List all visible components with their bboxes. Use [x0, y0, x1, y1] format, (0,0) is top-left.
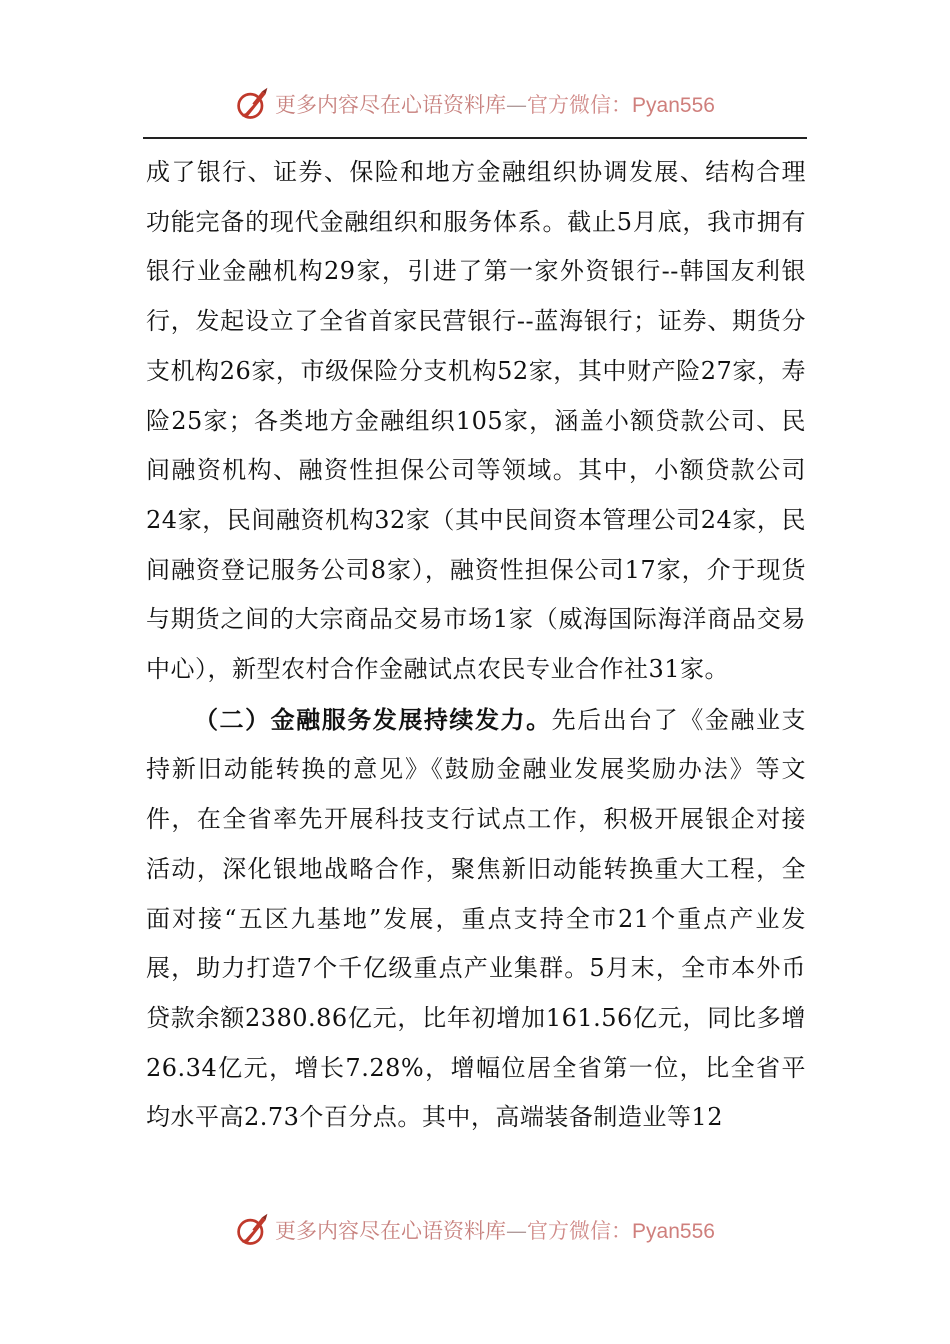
header-site-name: 更多内容尽在心语资料库 [275, 93, 507, 117]
footer-banner [0, 1210, 950, 1250]
quill-logo-icon [235, 1212, 271, 1248]
paragraph-1: 成了银行、证券、保险和地方金融组织协调发展、结构合理功能完备的现代金融组织和服务体系。截止5月底，我市拥有银行业金融机构29家，引进了第一家外资银行--韩国友利银行，发起设立了全省首家民营银行--蓝海银行；证券、期货分支机构26家，市级保险分支机构52家，其中财产险27家，寿险25家；各类地方金融组织105家，涵盖小额贷款公司、民间融资机构、融资性担保公司等领域。其中，小额贷款公司24家，民间融资机构32家（其中民间资本管理公司24家，民间融资登记服务公司8家），融资性担保公司17家，介于现货与期货之间的大宗商品交易市场1家（威海国际海洋商品交易中心），新型农村合作金融试点农民专业合作社31家。 [146, 158, 806, 684]
header-text [275, 89, 715, 119]
footer-dash: — [506, 1219, 528, 1243]
header-wechat-label: 官方微信： [527, 93, 633, 117]
header-banner [0, 84, 950, 124]
footer-text [275, 1215, 715, 1245]
footer-wechat-label: 官方微信： [527, 1219, 633, 1243]
paragraph-2 [146, 695, 806, 1143]
footer-site-name: 更多内容尽在心语资料库 [275, 1219, 507, 1243]
header-dash: — [506, 93, 528, 117]
document-body [146, 148, 806, 1143]
paragraph-2-heading: （二）金融服务发展持续发力。 [194, 704, 552, 734]
header-rule [143, 137, 807, 139]
quill-logo-icon [235, 86, 271, 122]
paragraph-2-text: 先后出台了《金融业支持新旧动能转换的意见》《鼓励金融业发展奖励办法》等文件，在全省率先开展科技支行试点工作，积极开展银企对接活动，深化银地战略合作，聚焦新旧动能转换重大工程，全面对接“五区九基地”发展，重点支持全市21个重点产业发展，助力打造7个千亿级重点产业集群。5月末，全市本外币贷款余额2380.86亿元，比年初增加161.56亿元，同比多增26.34亿元，增长7.28%，增幅位居全省第一位，比全省平均水平高2.73个百分点。其中，高端装备制造业等12 [146, 705, 806, 1132]
footer-wechat-id: Pyan556 [632, 1220, 715, 1243]
header-wechat-id: Pyan556 [632, 94, 715, 117]
